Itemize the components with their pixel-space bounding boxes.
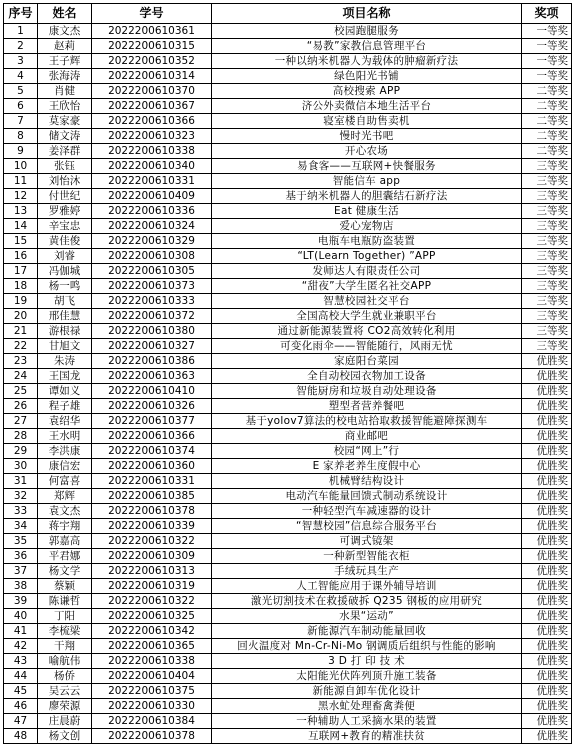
- table-row: [4, 114, 572, 129]
- cell-award: 优胜奖: [522, 444, 572, 459]
- cell-index: 28: [4, 429, 38, 444]
- cell-student-id: 2022200610331: [92, 174, 212, 189]
- cell-name: 蒋宇翔: [38, 519, 92, 534]
- cell-index: 27: [4, 414, 38, 429]
- cell-project-name: 商业邮吧: [212, 429, 522, 444]
- cell-name: 郑辉: [38, 489, 92, 504]
- table-row: [4, 219, 572, 234]
- cell-project-name: 爱心宠物店: [212, 219, 522, 234]
- table-row: [4, 204, 572, 219]
- cell-student-id: 2022200610309: [92, 549, 212, 564]
- cell-student-id: 2022200610313: [92, 564, 212, 579]
- table-row: [4, 234, 572, 249]
- cell-student-id: 2022200610315: [92, 39, 212, 54]
- table-row: [4, 714, 572, 729]
- cell-name: 赵莉: [38, 39, 92, 54]
- cell-name: 刘睿: [38, 249, 92, 264]
- cell-index: 31: [4, 474, 38, 489]
- cell-award: 一等奖: [522, 69, 572, 84]
- table-row: [4, 339, 572, 354]
- table-row: [4, 39, 572, 54]
- cell-project-name: 基于yolov7算法的校电站拾取救援智能避障探测车: [212, 414, 522, 429]
- cell-award: 优胜奖: [522, 579, 572, 594]
- cell-student-id: 2022200610331: [92, 474, 212, 489]
- cell-index: 37: [4, 564, 38, 579]
- cell-name: 王子辉: [38, 54, 92, 69]
- cell-project-name: 一种辅助人工采摘水果的装置: [212, 714, 522, 729]
- cell-index: 23: [4, 354, 38, 369]
- table-row: [4, 519, 572, 534]
- cell-name: 郭嘉高: [38, 534, 92, 549]
- cell-award: 三等奖: [522, 159, 572, 174]
- cell-project-name: E 家养老养生度假中心: [212, 459, 522, 474]
- cell-index: 19: [4, 294, 38, 309]
- cell-name: 丁阳: [38, 609, 92, 624]
- cell-index: 43: [4, 654, 38, 669]
- table-row: [4, 264, 572, 279]
- cell-award: 三等奖: [522, 309, 572, 324]
- cell-name: 罗雅婷: [38, 204, 92, 219]
- cell-index: 6: [4, 99, 38, 114]
- cell-award: 一等奖: [522, 24, 572, 39]
- cell-name: 付世纪: [38, 189, 92, 204]
- cell-project-name: 寝室楼自助售卖机: [212, 114, 522, 129]
- cell-project-name: “甜夜”大学生匿名社交APP: [212, 279, 522, 294]
- cell-student-id: 2022200610375: [92, 684, 212, 699]
- cell-project-name: 全国高校大学生就业兼职平台: [212, 309, 522, 324]
- cell-award: 优胜奖: [522, 699, 572, 714]
- cell-award: 一等奖: [522, 39, 572, 54]
- cell-award: 优胜奖: [522, 369, 572, 384]
- cell-name: 杨文创: [38, 729, 92, 744]
- cell-name: 邢佳慧: [38, 309, 92, 324]
- cell-student-id: 2022200610305: [92, 264, 212, 279]
- cell-award: 优胜奖: [522, 534, 572, 549]
- cell-index: 16: [4, 249, 38, 264]
- cell-award: 优胜奖: [522, 549, 572, 564]
- cell-name: 冯伽城: [38, 264, 92, 279]
- cell-name: 黄佳俊: [38, 234, 92, 249]
- cell-project-name: “易教”家教信息管理平台: [212, 39, 522, 54]
- cell-student-id: 2022200610360: [92, 459, 212, 474]
- header-project-name: 项目名称: [212, 4, 522, 24]
- cell-student-id: 2022200610365: [92, 639, 212, 654]
- cell-award: 优胜奖: [522, 714, 572, 729]
- cell-project-name: 3 D 打 印 技 术: [212, 654, 522, 669]
- cell-name: 张海涛: [38, 69, 92, 84]
- cell-project-name: 新能源自卸车优化设计: [212, 684, 522, 699]
- cell-name: 甘旭文: [38, 339, 92, 354]
- cell-project-name: 智能信车 app: [212, 174, 522, 189]
- cell-project-name: “智慧校园”信息综合服务平台: [212, 519, 522, 534]
- table-row: [4, 24, 572, 39]
- cell-award: 优胜奖: [522, 414, 572, 429]
- cell-award: 二等奖: [522, 99, 572, 114]
- cell-index: 39: [4, 594, 38, 609]
- cell-name: 杨侨: [38, 669, 92, 684]
- cell-index: 3: [4, 54, 38, 69]
- cell-index: 1: [4, 24, 38, 39]
- cell-name: 平君娜: [38, 549, 92, 564]
- cell-index: 26: [4, 399, 38, 414]
- cell-student-id: 2022200610325: [92, 609, 212, 624]
- cell-award: 优胜奖: [522, 669, 572, 684]
- cell-index: 24: [4, 369, 38, 384]
- cell-name: 庄晨蔚: [38, 714, 92, 729]
- cell-name: 王水明: [38, 429, 92, 444]
- table-row: [4, 414, 572, 429]
- table-row: [4, 174, 572, 189]
- header-index: 序号: [4, 4, 38, 24]
- table-row: [4, 324, 572, 339]
- table-row: [4, 399, 572, 414]
- cell-award: 优胜奖: [522, 624, 572, 639]
- cell-project-name: 新能源汽车制动能量回收: [212, 624, 522, 639]
- table-body: [4, 24, 572, 744]
- cell-project-name: Eat 健康生活: [212, 204, 522, 219]
- cell-project-name: 易食客——互联网+快餐服务: [212, 159, 522, 174]
- cell-student-id: 2022200610338: [92, 654, 212, 669]
- cell-name: 王欣怡: [38, 99, 92, 114]
- cell-award: 优胜奖: [522, 429, 572, 444]
- table-row: [4, 279, 572, 294]
- cell-index: 32: [4, 489, 38, 504]
- cell-name: 袁绍华: [38, 414, 92, 429]
- cell-project-name: 电瓶车电瓶防盗装置: [212, 234, 522, 249]
- table-row: [4, 309, 572, 324]
- cell-student-id: 2022200610374: [92, 444, 212, 459]
- cell-student-id: 2022200610373: [92, 279, 212, 294]
- cell-project-name: 校园“网上”行: [212, 444, 522, 459]
- cell-index: 8: [4, 129, 38, 144]
- cell-student-id: 2022200610339: [92, 519, 212, 534]
- cell-project-name: 济公外卖微信本地生活平台: [212, 99, 522, 114]
- awards-table: [3, 3, 572, 744]
- cell-project-name: 人工智能应用于课外辅导培训: [212, 579, 522, 594]
- cell-award: 三等奖: [522, 339, 572, 354]
- cell-name: 陈谦哲: [38, 594, 92, 609]
- cell-name: 袁文杰: [38, 504, 92, 519]
- cell-student-id: 2022200610342: [92, 624, 212, 639]
- cell-student-id: 2022200610338: [92, 144, 212, 159]
- cell-index: 45: [4, 684, 38, 699]
- cell-project-name: 机械臂结构设计: [212, 474, 522, 489]
- cell-student-id: 2022200610380: [92, 324, 212, 339]
- cell-award: 三等奖: [522, 324, 572, 339]
- cell-name: 康信宏: [38, 459, 92, 474]
- cell-award: 优胜奖: [522, 399, 572, 414]
- table-row: [4, 84, 572, 99]
- cell-index: 41: [4, 624, 38, 639]
- table-row: [4, 189, 572, 204]
- table-row: [4, 249, 572, 264]
- cell-award: 三等奖: [522, 219, 572, 234]
- cell-name: 胡飞: [38, 294, 92, 309]
- cell-student-id: 2022200610336: [92, 204, 212, 219]
- cell-student-id: 2022200610367: [92, 99, 212, 114]
- cell-index: 13: [4, 204, 38, 219]
- table-row: [4, 69, 572, 84]
- cell-name: 王国龙: [38, 369, 92, 384]
- cell-name: 刘怡沐: [38, 174, 92, 189]
- cell-name: 程子雄: [38, 399, 92, 414]
- cell-index: 46: [4, 699, 38, 714]
- table-row: [4, 384, 572, 399]
- cell-index: 40: [4, 609, 38, 624]
- cell-project-name: 回火温度对 Mn-Cr-Ni-Mo 钢调质后组织与性能的影响: [212, 639, 522, 654]
- cell-award: 优胜奖: [522, 609, 572, 624]
- cell-project-name: 基于纳米机器人的胆囊结石新疗法: [212, 189, 522, 204]
- cell-index: 33: [4, 504, 38, 519]
- cell-name: 李洪康: [38, 444, 92, 459]
- cell-name: 李梳梁: [38, 624, 92, 639]
- table-row: [4, 459, 572, 474]
- cell-index: 48: [4, 729, 38, 744]
- cell-index: 42: [4, 639, 38, 654]
- table-row: [4, 354, 572, 369]
- cell-award: 一等奖: [522, 54, 572, 69]
- table-row: [4, 444, 572, 459]
- cell-award: 优胜奖: [522, 474, 572, 489]
- cell-student-id: 2022200610384: [92, 714, 212, 729]
- table-row: [4, 609, 572, 624]
- table-row: [4, 624, 572, 639]
- table-row: [4, 99, 572, 114]
- cell-name: 肖健: [38, 84, 92, 99]
- cell-index: 2: [4, 39, 38, 54]
- cell-project-name: 家庭阳台菜园: [212, 354, 522, 369]
- cell-award: 二等奖: [522, 144, 572, 159]
- cell-project-name: 塑型者营养餐吧: [212, 399, 522, 414]
- table-row: [4, 429, 572, 444]
- cell-name: 吴云云: [38, 684, 92, 699]
- table-row: [4, 639, 572, 654]
- cell-award: 优胜奖: [522, 384, 572, 399]
- cell-name: 莫家豪: [38, 114, 92, 129]
- cell-name: 康文杰: [38, 24, 92, 39]
- cell-award: 二等奖: [522, 84, 572, 99]
- cell-student-id: 2022200610409: [92, 189, 212, 204]
- cell-name: 张钰: [38, 159, 92, 174]
- cell-student-id: 2022200610324: [92, 219, 212, 234]
- cell-project-name: 水果“运动”: [212, 609, 522, 624]
- cell-student-id: 2022200610386: [92, 354, 212, 369]
- cell-project-name: “LT(Learn Together) ”APP: [212, 249, 522, 264]
- cell-student-id: 2022200610340: [92, 159, 212, 174]
- cell-award: 二等奖: [522, 129, 572, 144]
- cell-student-id: 2022200610327: [92, 339, 212, 354]
- cell-student-id: 2022200610410: [92, 384, 212, 399]
- cell-student-id: 2022200610370: [92, 84, 212, 99]
- cell-index: 17: [4, 264, 38, 279]
- cell-project-name: 互联网+教育的精准扶贫: [212, 729, 522, 744]
- cell-project-name: 全自动校园衣物加工设备: [212, 369, 522, 384]
- cell-index: 18: [4, 279, 38, 294]
- cell-award: 二等奖: [522, 114, 572, 129]
- cell-student-id: 2022200610322: [92, 534, 212, 549]
- table-row: [4, 594, 572, 609]
- cell-award: 优胜奖: [522, 459, 572, 474]
- cell-award: 优胜奖: [522, 594, 572, 609]
- table-row: [4, 489, 572, 504]
- cell-student-id: 2022200610323: [92, 129, 212, 144]
- cell-award: 三等奖: [522, 294, 572, 309]
- table-row: [4, 729, 572, 744]
- cell-name: 蔡颖: [38, 579, 92, 594]
- cell-name: 朱涛: [38, 354, 92, 369]
- cell-index: 9: [4, 144, 38, 159]
- table-row: [4, 504, 572, 519]
- cell-project-name: 高校搜索 APP: [212, 84, 522, 99]
- cell-student-id: 2022200610308: [92, 249, 212, 264]
- cell-project-name: 黑水虻处理畜禽粪便: [212, 699, 522, 714]
- cell-index: 44: [4, 669, 38, 684]
- table-row: [4, 549, 572, 564]
- cell-student-id: 2022200610329: [92, 234, 212, 249]
- table-row: [4, 654, 572, 669]
- cell-student-id: 2022200610377: [92, 414, 212, 429]
- cell-award: 优胜奖: [522, 564, 572, 579]
- cell-project-name: 一种轻型汽车减速器的设计: [212, 504, 522, 519]
- cell-award: 优胜奖: [522, 639, 572, 654]
- cell-award: 优胜奖: [522, 504, 572, 519]
- table-row: [4, 159, 572, 174]
- cell-award: 优胜奖: [522, 354, 572, 369]
- cell-name: 储文涛: [38, 129, 92, 144]
- cell-project-name: 校园跑腿服务: [212, 24, 522, 39]
- cell-name: 喻航伟: [38, 654, 92, 669]
- cell-student-id: 2022200610366: [92, 114, 212, 129]
- cell-project-name: 一种新型智能衣柜: [212, 549, 522, 564]
- cell-index: 5: [4, 84, 38, 99]
- cell-project-name: 开心农场: [212, 144, 522, 159]
- cell-student-id: 2022200610319: [92, 579, 212, 594]
- cell-project-name: 电动汽车能量回馈式制动系统设计: [212, 489, 522, 504]
- table-row: [4, 54, 572, 69]
- header-student-id: 学号: [92, 4, 212, 24]
- cell-name: 辛宝忠: [38, 219, 92, 234]
- cell-name: 游根禄: [38, 324, 92, 339]
- table-row: [4, 129, 572, 144]
- cell-name: 杨文学: [38, 564, 92, 579]
- cell-award: 三等奖: [522, 249, 572, 264]
- cell-award: 优胜奖: [522, 729, 572, 744]
- cell-student-id: 2022200610404: [92, 669, 212, 684]
- cell-award: 三等奖: [522, 174, 572, 189]
- cell-project-name: 手绒玩具生产: [212, 564, 522, 579]
- cell-index: 12: [4, 189, 38, 204]
- cell-index: 10: [4, 159, 38, 174]
- cell-index: 38: [4, 579, 38, 594]
- cell-index: 25: [4, 384, 38, 399]
- cell-award: 优胜奖: [522, 654, 572, 669]
- cell-index: 29: [4, 444, 38, 459]
- cell-name: 廖荣源: [38, 699, 92, 714]
- cell-award: 优胜奖: [522, 489, 572, 504]
- cell-student-id: 2022200610372: [92, 309, 212, 324]
- cell-name: 谭如义: [38, 384, 92, 399]
- table-row: [4, 699, 572, 714]
- cell-award: 三等奖: [522, 189, 572, 204]
- cell-index: 30: [4, 459, 38, 474]
- table-row: [4, 144, 572, 159]
- cell-award: 三等奖: [522, 234, 572, 249]
- cell-project-name: 智慧校园社交平台: [212, 294, 522, 309]
- cell-student-id: 2022200610363: [92, 369, 212, 384]
- cell-index: 15: [4, 234, 38, 249]
- cell-student-id: 2022200610352: [92, 54, 212, 69]
- header-name: 姓名: [38, 4, 92, 24]
- header-row: [4, 4, 572, 24]
- cell-student-id: 2022200610314: [92, 69, 212, 84]
- cell-award: 优胜奖: [522, 519, 572, 534]
- cell-student-id: 2022200610361: [92, 24, 212, 39]
- cell-award: 三等奖: [522, 204, 572, 219]
- table-row: [4, 294, 572, 309]
- cell-student-id: 2022200610333: [92, 294, 212, 309]
- cell-name: 何富喜: [38, 474, 92, 489]
- cell-name: 杨一鸣: [38, 279, 92, 294]
- cell-award: 三等奖: [522, 279, 572, 294]
- table-row: [4, 684, 572, 699]
- cell-student-id: 2022200610366: [92, 429, 212, 444]
- cell-name: 干翔: [38, 639, 92, 654]
- table-row: [4, 534, 572, 549]
- cell-project-name: 发师达人有限责任公司: [212, 264, 522, 279]
- cell-project-name: 太阳能光伏阵列顶升施工装备: [212, 669, 522, 684]
- cell-index: 14: [4, 219, 38, 234]
- cell-index: 35: [4, 534, 38, 549]
- cell-student-id: 2022200610326: [92, 399, 212, 414]
- cell-index: 36: [4, 549, 38, 564]
- cell-index: 7: [4, 114, 38, 129]
- table-row: [4, 579, 572, 594]
- cell-award: 优胜奖: [522, 684, 572, 699]
- cell-index: 4: [4, 69, 38, 84]
- table-row: [4, 669, 572, 684]
- cell-student-id: 2022200610378: [92, 729, 212, 744]
- table-row: [4, 474, 572, 489]
- table-row: [4, 369, 572, 384]
- table-row: [4, 564, 572, 579]
- cell-project-name: 通过新能源装置将 CO2高效转化利用: [212, 324, 522, 339]
- cell-name: 姜泽群: [38, 144, 92, 159]
- cell-index: 22: [4, 339, 38, 354]
- cell-project-name: 一种以纳米机器人为载体的肿瘤新疗法: [212, 54, 522, 69]
- cell-index: 34: [4, 519, 38, 534]
- cell-index: 47: [4, 714, 38, 729]
- cell-student-id: 2022200610330: [92, 699, 212, 714]
- cell-index: 21: [4, 324, 38, 339]
- cell-project-name: 可调式镜架: [212, 534, 522, 549]
- cell-project-name: 激光切割技术在救援破拆 Q235 钢板的应用研究: [212, 594, 522, 609]
- cell-award: 三等奖: [522, 264, 572, 279]
- cell-index: 11: [4, 174, 38, 189]
- cell-project-name: 绿色阳光书铺: [212, 69, 522, 84]
- cell-student-id: 2022200610385: [92, 489, 212, 504]
- cell-index: 20: [4, 309, 38, 324]
- cell-student-id: 2022200610378: [92, 504, 212, 519]
- cell-student-id: 2022200610322: [92, 594, 212, 609]
- header-award: 奖项: [522, 4, 572, 24]
- cell-project-name: 可变化雨伞——智能随行，风雨无忧: [212, 339, 522, 354]
- cell-project-name: 智能厨房和垃圾自动处理设备: [212, 384, 522, 399]
- cell-project-name: 慢时光书吧: [212, 129, 522, 144]
